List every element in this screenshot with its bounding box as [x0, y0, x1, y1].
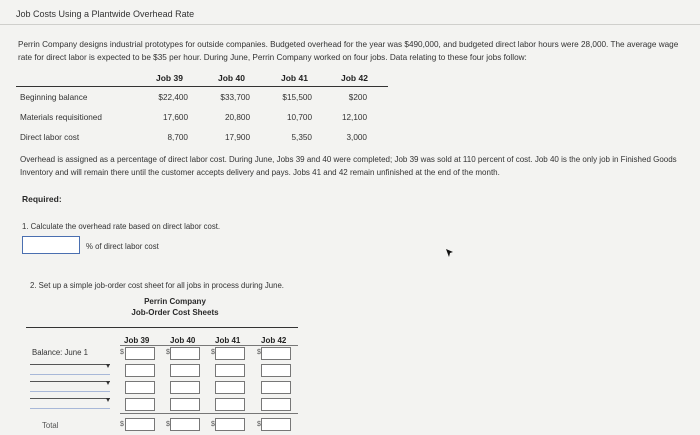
- dollar-sign: $: [257, 349, 261, 356]
- dollar-sign: $: [211, 421, 215, 428]
- job41-line1-input[interactable]: [215, 364, 245, 377]
- job42-line2-input[interactable]: [261, 381, 291, 394]
- sheet-rule: [26, 327, 298, 328]
- job42-balance-input[interactable]: [261, 347, 291, 360]
- job39-line1-input[interactable]: [125, 364, 155, 377]
- sheet-col-job41: Job 41: [215, 336, 241, 345]
- col-header-job41: Job 41: [281, 73, 308, 83]
- page-title: Job Costs Using a Plantwide Overhead Rate: [16, 9, 195, 19]
- line-item-select-3[interactable]: [30, 398, 110, 409]
- problem-intro: Perrin Company designs industrial prototypes for outside companies. Budgeted overhead for the year was $490,000, and budgeted direct labor hours were 28,000. The average wage rate for direct labor is expected to be $35 per hour. During June, Perrin Company worked on four jobs. Data relating to these four jobs follow:: [18, 40, 679, 62]
- cell: 8,700: [167, 133, 188, 142]
- divider: [0, 24, 700, 25]
- cell: 10,700: [286, 113, 312, 122]
- col-header-job42: Job 42: [341, 73, 368, 83]
- dollar-sign: $: [257, 421, 261, 428]
- job40-line3-input[interactable]: [170, 398, 200, 411]
- question-2: 2. Set up a simple job-order cost sheet for all jobs in process during June.: [30, 281, 284, 290]
- cell: 20,800: [224, 113, 250, 122]
- cell: 17,900: [224, 133, 250, 142]
- mouse-cursor-icon: [446, 249, 454, 259]
- job40-line1-input[interactable]: [170, 364, 200, 377]
- sheet-company: Perrin Company: [144, 297, 206, 306]
- dropdown-arrow-icon: [106, 364, 110, 368]
- job39-balance-input[interactable]: [125, 347, 155, 360]
- job42-line1-input[interactable]: [261, 364, 291, 377]
- overhead-rate-input[interactable]: [22, 236, 80, 254]
- job41-total-input[interactable]: [215, 418, 245, 431]
- job41-line2-input[interactable]: [215, 381, 245, 394]
- col-header-job40: Job 40: [218, 73, 245, 83]
- job39-line2-input[interactable]: [125, 381, 155, 394]
- job42-total-input[interactable]: [261, 418, 291, 431]
- cell: 3,000: [346, 133, 367, 142]
- dollar-sign: $: [120, 421, 124, 428]
- question-1: 1. Calculate the overhead rate based on direct labor cost.: [22, 222, 221, 231]
- job42-line3-input[interactable]: [261, 398, 291, 411]
- sheet-col-job39: Job 39: [124, 336, 150, 345]
- job41-line3-input[interactable]: [215, 398, 245, 411]
- overhead-rate-suffix: % of direct labor cost: [86, 242, 159, 251]
- line-item-select-2[interactable]: [30, 381, 110, 392]
- col-header-job39: Job 39: [156, 73, 183, 83]
- dollar-sign: $: [166, 421, 170, 428]
- job40-line2-input[interactable]: [170, 381, 200, 394]
- dollar-sign: $: [211, 349, 215, 356]
- dropdown-arrow-icon: [106, 381, 110, 385]
- cell: $200: [348, 93, 367, 102]
- job39-line3-input[interactable]: [125, 398, 155, 411]
- cell: 17,600: [162, 113, 188, 122]
- job40-balance-input[interactable]: [170, 347, 200, 360]
- row-label-materials: Materials requisitioned: [20, 113, 102, 122]
- cell: $22,400: [158, 93, 188, 102]
- total-label: Total: [42, 421, 59, 430]
- cell: $15,500: [282, 93, 312, 102]
- cell: 12,100: [341, 113, 367, 122]
- job41-balance-input[interactable]: [215, 347, 245, 360]
- row-label-beginning: Beginning balance: [20, 93, 88, 102]
- balance-label: Balance: June 1: [32, 348, 88, 357]
- total-rule: [120, 413, 298, 414]
- problem-paragraph: Overhead is assigned as a percentage of direct labor cost. During June, Jobs 39 and 40 were completed; Job 39 was sold at 110 percent of cost. Job 40 is the only job in Finished Goods Inventory and will remain there until the customer accepts delivery and pays. Jobs 41 and 42 remain unfinished at the end of the month.: [20, 155, 677, 177]
- sheet-col-job40: Job 40: [170, 336, 196, 345]
- sheet-header-rule: [120, 345, 298, 346]
- sheet-title: Job-Order Cost Sheets: [131, 308, 219, 317]
- sheet-col-job42: Job 42: [261, 336, 287, 345]
- job39-total-input[interactable]: [125, 418, 155, 431]
- dollar-sign: $: [120, 349, 124, 356]
- dollar-sign: $: [166, 349, 170, 356]
- line-item-select-1[interactable]: [30, 364, 110, 375]
- row-label-direct-labor: Direct labor cost: [20, 133, 80, 142]
- cell: $33,700: [220, 93, 250, 102]
- dropdown-arrow-icon: [106, 398, 110, 402]
- table-rule: [16, 86, 388, 87]
- job40-total-input[interactable]: [170, 418, 200, 431]
- cell: 5,350: [291, 133, 312, 142]
- required-label: Required:: [22, 194, 62, 204]
